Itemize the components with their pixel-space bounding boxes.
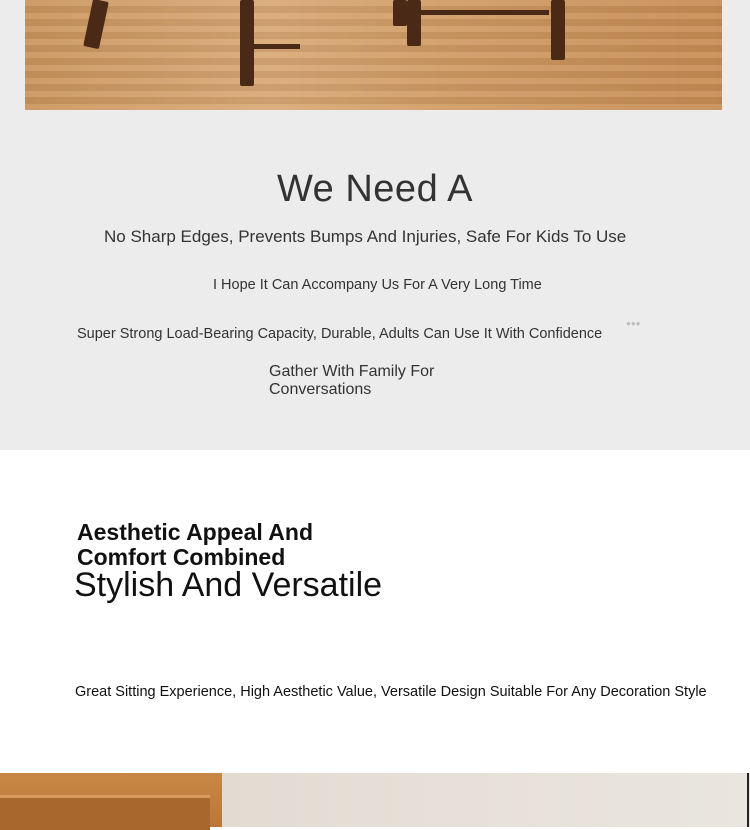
aesthetic-description: Great Sitting Experience, High Aesthetic Value, Versatile Design Suitable For Any Decoration Style [75, 684, 707, 700]
chair-rail [250, 44, 300, 49]
feature-safety: No Sharp Edges, Prevents Bumps And Injuries, Safe For Kids To Use [104, 227, 627, 246]
cabinet-shelf [0, 795, 210, 830]
features-panel [0, 110, 750, 450]
features-title: We Need A [276, 168, 474, 210]
feature-family: Gather With Family For Conversations [269, 363, 435, 398]
aesthetic-subtitle: Aesthetic Appeal And Comfort Combined [77, 519, 313, 570]
aesthetic-section [0, 450, 750, 773]
aesthetic-title: Stylish And Versatile [74, 566, 383, 604]
wooden-cabinet-image [0, 773, 222, 827]
chair-leg [240, 0, 254, 86]
feature-longevity: I Hope It Can Accompany Us For A Very Long Time [213, 277, 542, 293]
decorative-dots-icon: ●●● [626, 319, 641, 328]
chair-leg [393, 0, 407, 26]
image-edge-divider [747, 773, 749, 827]
chair-leg [83, 0, 109, 49]
chair-leg [407, 0, 421, 46]
feature-load-bearing: Super Strong Load-Bearing Capacity, Durable, Adults Can Use It With Confidence [77, 326, 603, 342]
room-scene-photo [0, 773, 750, 827]
hero-product-photo [0, 0, 750, 110]
wood-floor-image [25, 0, 722, 110]
chair-leg [551, 0, 565, 60]
chair-rail [417, 10, 549, 15]
